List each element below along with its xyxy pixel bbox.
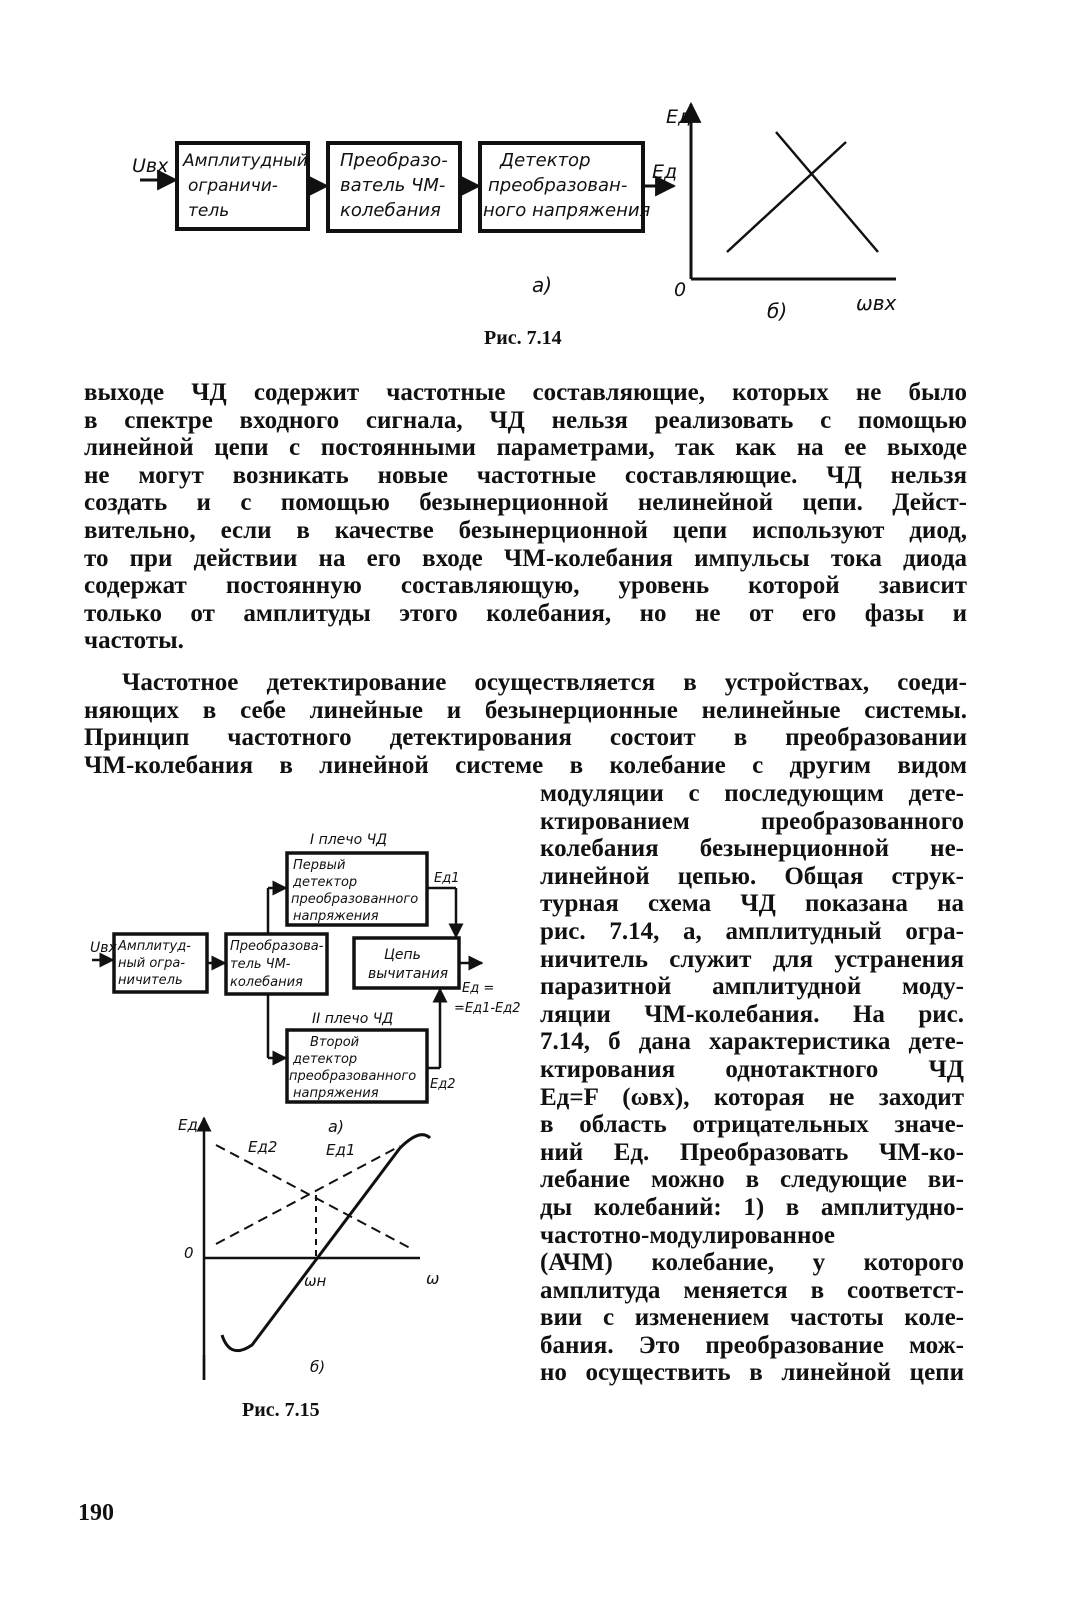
svg-text:Детекторпреобразован-ного напр — [483, 150, 651, 221]
text-line: вии с изменением частоты коле- — [540, 1304, 964, 1332]
svg-text:Eд ==Eд1-Eд2 — [454, 981, 521, 1016]
fig715-out-line2: =Eд1-Eд2 — [454, 1001, 521, 1016]
fig715-limiter-line2: ный огра- — [118, 956, 186, 971]
text-line: амплитуда меняется в соответст- — [540, 1276, 964, 1304]
fig714-block1-line1: Амплитудный — [183, 151, 308, 171]
text-line: Принцип частотного детектирования состоит в преобразовании — [84, 724, 967, 752]
fig715-sub-line1: Цепь — [384, 947, 421, 963]
text-line: вительно, если в качестве безынерционной цепи используют диод, — [84, 516, 967, 544]
fig715-graph-sub-b: б) — [310, 1358, 326, 1376]
fig715-curve-ed2 — [216, 1145, 410, 1248]
svg-text:Второйдетекторпреобразованного — [289, 1035, 416, 1101]
text-line: Eд=F (ωвх), которая не заходит — [540, 1083, 964, 1111]
text-line: содержат постоянную составляющую, уровень которой зависит — [84, 572, 967, 600]
paragraph-1 — [84, 379, 967, 655]
fig715-converter-line3: колебания — [230, 975, 303, 990]
fig715-det2-line4: напряжения — [293, 1086, 379, 1101]
text-line: рис. 7.14, а, амплитудный огра- — [540, 917, 964, 945]
fig715-sub-line2: вычитания — [368, 966, 449, 982]
svg-text:Первыйдетекторпреобразованного — [291, 858, 418, 924]
fig715-det1-line2: детектор — [293, 875, 358, 890]
fig715-input-label: Uвх — [90, 940, 117, 956]
fig715-ed1-label: Eд1 — [434, 871, 460, 886]
text-line: лебание можно в следующие ви- — [540, 1166, 964, 1194]
text-line: ляции ЧМ-колебания. На рис. — [540, 1000, 964, 1028]
fig715-curve-ed1 — [216, 1146, 400, 1244]
fig715-converter-line1: Преобразова- — [230, 939, 324, 954]
text-line: (АЧМ) колебание, у которого — [540, 1249, 964, 1277]
text-line: ктирования однотактного ЧД — [540, 1055, 964, 1083]
fig715-converter-line2: тель ЧМ- — [230, 957, 291, 972]
fig714-curve-rising — [727, 142, 846, 252]
text-line: модуляции с последующим дете- — [540, 780, 964, 807]
svg-text:Цепьвычитания — [368, 947, 448, 982]
fig714-block3-line2: преобразован- — [488, 175, 628, 196]
text-line: турная схема ЧД показана на — [540, 890, 964, 918]
text-line: частотно-модулированное — [540, 1221, 835, 1249]
figure-7-15 — [0, 800, 540, 1500]
paragraph-2 — [84, 669, 967, 779]
svg-text:Амплитудныйограничи-тель — [182, 151, 308, 221]
text-line: ний Eд. Преобразовать ЧМ-ко- — [540, 1138, 964, 1166]
fig715-graph-xaxis: ω — [426, 1269, 440, 1288]
fig714-block1-line3: тель — [188, 201, 230, 221]
text-line: ничитель служит для устранения — [540, 945, 964, 973]
text-line: ды колебаний: 1) в амплитудно- — [540, 1193, 964, 1221]
text-line: ктированием преобразованного — [540, 807, 964, 835]
text-line: в область отрицательных значе- — [540, 1111, 964, 1139]
text-line: линейной цепи с постоянными параметрами, так как на ее выходе — [84, 434, 967, 462]
fig715-det1-line3: преобразованного — [291, 892, 419, 907]
text-line: паразитной амплитудной моду- — [540, 973, 964, 1001]
fig715-det2-line1: Второй — [310, 1035, 360, 1050]
fig715-ed2-label: Eд2 — [430, 1077, 456, 1092]
fig714-input-label: Uвх — [132, 155, 169, 177]
fig715-arm1-label: I плечо ЧД — [310, 832, 388, 848]
svg-text:Преобразо-ватель ЧМ-колебания — [340, 150, 448, 221]
fig714-graph-yaxis: Eд — [666, 106, 692, 128]
text-line: линейной цепью. Общая струк- — [540, 862, 964, 890]
fig715-caption: Рис. 7.15 — [242, 1399, 320, 1421]
fig715-det2-line3: преобразованного — [289, 1069, 417, 1084]
fig714-block2-line1: Преобразо- — [340, 150, 448, 171]
fig715-graph-curve2-label: Eд2 — [248, 1138, 278, 1156]
fig715-graph-curve1-label: Eд1 — [326, 1141, 356, 1159]
text-line: бания. Это преобразование мож- — [540, 1331, 964, 1359]
fig714-caption: Рис. 7.14 — [484, 327, 562, 349]
text-line: создать и с помощью безынерционной нелинейной цепи. Дейст- — [84, 489, 967, 517]
text-line: в спектре входного сигнала, ЧД нельзя реализовать с помощью — [84, 406, 967, 434]
fig714-sub-a: а) — [532, 273, 553, 297]
fig715-curve-difference — [222, 1135, 430, 1351]
page-number: 190 — [78, 1500, 114, 1526]
text-line: только от амплитуды этого колебания, но не от его фазы и — [84, 599, 967, 627]
text-line: частоты. — [84, 627, 184, 655]
fig714-block3-line3: ного напряжения — [483, 200, 651, 221]
fig715-det1-line1: Первый — [293, 858, 346, 873]
fig714-output-label: Eд — [652, 161, 678, 183]
text-line: то при действии на его входе ЧМ-колебания импульсы тока диода — [84, 544, 967, 572]
text-line: колебания безынерционной не- — [540, 835, 964, 863]
text-line: но осуществить в линейной цепи — [540, 1359, 964, 1387]
fig714-block2-line2: ватель ЧМ- — [340, 175, 446, 196]
text-line: Частотное детектирование осуществляется в устройствах, соеди- — [122, 669, 967, 696]
fig715-graph-omega-n: ωн — [304, 1272, 327, 1290]
text-line: выходе ЧД содержит частотные составляющие, которых не было — [84, 379, 967, 406]
fig715-out-line1: Eд = — [462, 981, 495, 996]
fig714-graph-origin: 0 — [674, 279, 687, 301]
fig715-det2-line2: детектор — [293, 1052, 358, 1067]
text-line: не могут возникать новые частотные составляющие. ЧД нельзя — [84, 461, 967, 489]
fig714-graph-xaxis: ωвх — [856, 291, 897, 315]
figure-7-14 — [0, 0, 1067, 360]
fig714-block1-line2: ограничи- — [188, 176, 278, 196]
fig715-graph-origin: 0 — [184, 1244, 194, 1262]
text-line: ЧМ-колебания в линейной системе в колебание с другим видом — [84, 751, 967, 779]
fig714-block2-line3: колебания — [340, 200, 441, 221]
fig715-arm2-label: II плечо ЧД — [312, 1011, 394, 1027]
fig715-limiter-line3: ничитель — [118, 973, 183, 988]
fig715-limiter-line1: Амплитуд- — [118, 939, 191, 954]
fig714-block3-line1: Детектор — [500, 150, 591, 171]
fig715-graph-yaxis: Eд — [178, 1116, 198, 1134]
svg-text:Амплитуд-ный огра-ничитель — [117, 939, 191, 988]
paragraph-2-column — [540, 780, 964, 1387]
fig715-sub-a: а) — [328, 1117, 345, 1136]
text-line: 7.14, б дана характеристика дете- — [540, 1028, 964, 1056]
svg-text:Преобразова-тель ЧМ-колебания — [230, 939, 324, 990]
fig715-det1-line4: напряжения — [293, 909, 379, 924]
text-line: няющих в себе линейные и безынерционные нелинейные системы. — [84, 696, 967, 724]
fig714-graph-sub-b: б) — [767, 299, 788, 323]
